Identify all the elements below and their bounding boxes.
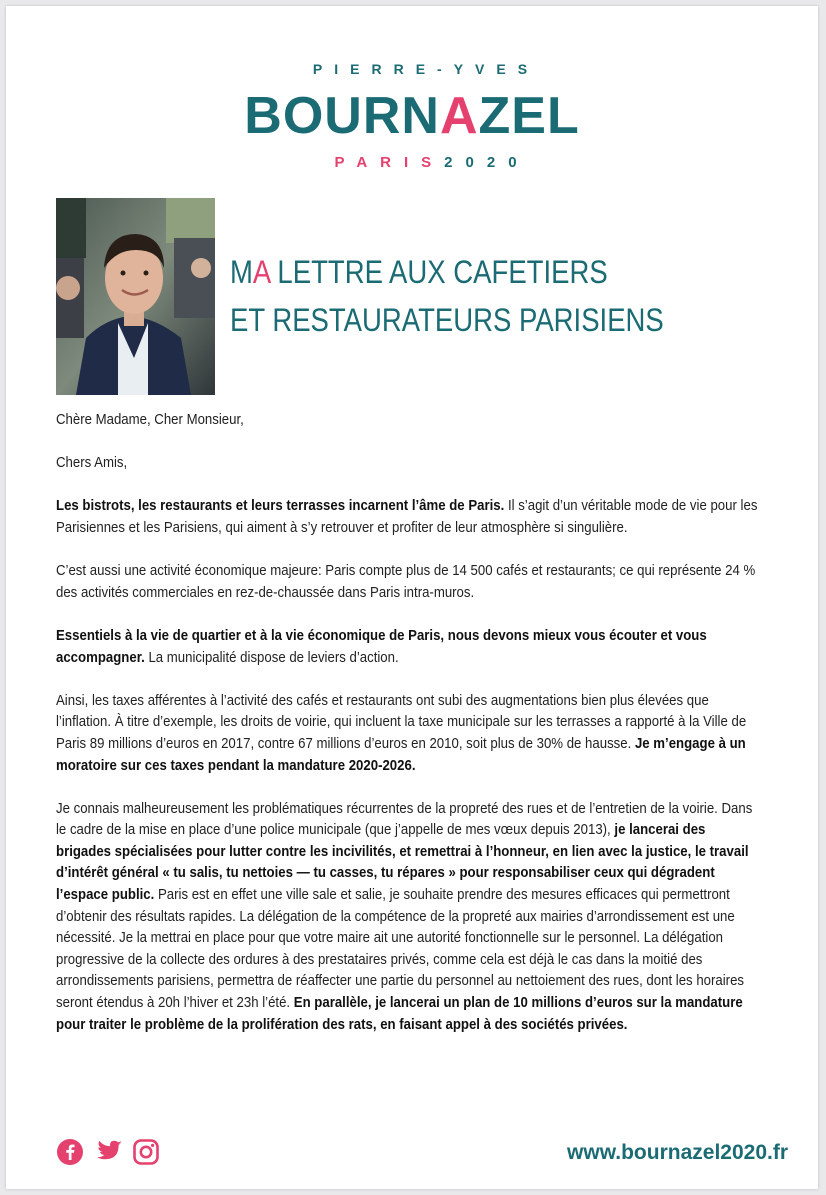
facebook-icon[interactable] (56, 1138, 84, 1171)
paragraph-bistrots-bold: Les bistrots, les restaurants et leurs terrasses incarnent l’âme de Paris. (56, 497, 505, 515)
paragraph-cleanliness-bold-2: En parallèle, je lancerai un plan de 10 millions d’euros sur la mandature pour traiter le problème de la prolifération des rats, en faisant appel à des sociétés privées. (56, 994, 743, 1033)
paragraph-support-text: La municipalité dispose de leviers d’action. (144, 648, 399, 666)
logo-name-part2: ZEL (478, 87, 580, 145)
salutation-friends: Chers Amis, (56, 454, 128, 472)
paragraph-cleanliness-text-1: Je connais malheureusement les problématiques récurrentes de la propreté des rues et de l’entretien de la voirie. Dans le cadre de la mise en place d’une police municipale (que j’appelle de mes vœux depuis 2013), (56, 799, 753, 839)
letter-body (56, 409, 760, 1057)
logo-first-name: PIERRE-YVES (312, 61, 540, 77)
headline-line-1-rest: LETTRE AUX CAFETIERS (269, 254, 608, 290)
paragraph-taxes-text: Ainsi, les taxes afférentes à l’activité des cafés et restaurants ont subi des augmentations bien plus élevées que l’inflation. À titre d’exemple, les droits de voirie, qui incluent la taxe municipale sur les terrasses a rapporté à la Ville de Paris 89 millions d’euros en 2017, contre 67 millions d’euros en 2010, soit plus de 30% de hausse. (56, 691, 747, 752)
logo-tagline (6, 154, 826, 171)
paragraph-bistrots (56, 495, 760, 538)
logo-city: PARIS (334, 154, 445, 171)
paragraph-support-bold: Essentiels à la vie de quartier et à la vie économique de Paris, nous devons mieux vous écouter et vous accompagner. (56, 626, 707, 666)
letter-headline (230, 248, 664, 344)
headline-line-2: ET RESTAURATEURS PARISIENS (230, 302, 664, 338)
paragraph-economy: C’est aussi une activité économique majeure: Paris compte plus de 14 500 cafés et restaurants; ce qui représente 24 % des activités commerciales en rez-de-chaussée dans Paris intra-muros. (56, 562, 756, 601)
paragraph-taxes-bold: Je m’engage à un moratoire sur ces taxes pendant la mandature 2020-2026. (56, 734, 746, 774)
logo-name-accent: A (439, 87, 479, 145)
paragraph-taxes (56, 690, 760, 776)
logo-year: 2020 (444, 154, 530, 171)
salutation-formal: Chère Madame, Cher Monsieur, (56, 411, 244, 428)
paragraph-cleanliness-text-2: Paris est en effet une ville sale et salie, je souhaite prendre des mesures efficaces qui permettront d’obtenir des résultats rapides. La délégation de la compétence de la propreté aux mairies d’arrondissement est une nécessité. Je la mettrai en place pour que votre maire ait une autorité fonctionnelle sur le personnel. La délégation progressive de la collecte des ordures à des prestataires privés, comme cela est déjà le cas dans la moitié des arrondissements parisiens, permettra de réaffecter une partie du personnel au nettoiement des rues, dont les horaires seront étendus à 20h l’hiver et 23h l’été. (56, 886, 745, 1012)
paragraph-cleanliness-bold-1: je lancerai des brigades spécialisées pour lutter contre les incivilités, et remettrai à l’honneur, en lien avec la justice, le travail d’intérêt général « tu salis, tu nettoies — tu casses, tu répares » pour responsabiliser ceux qui dégradent l’espace public. (56, 821, 749, 904)
paragraph-support (56, 625, 760, 668)
paragraph-bistrots-text: Il s’agit d’un véritable mode de vie pour les Parisiennes et les Parisiens, qui aiment à s’y retrouver et profiter de leur atmosphère si singulière. (56, 497, 758, 536)
headline-line-1 (230, 248, 664, 296)
logo-last-name (6, 88, 818, 144)
logo-name-part1: BOURN (244, 87, 440, 145)
paragraph-cleanliness (56, 798, 760, 1036)
headline-m: M (230, 254, 253, 290)
candidate-photo (56, 198, 215, 395)
headline-accent-a: A (252, 254, 270, 290)
instagram-icon[interactable] (132, 1138, 160, 1171)
twitter-icon[interactable] (93, 1139, 123, 1170)
campaign-website-link[interactable]: www.bournazel2020.fr (567, 1141, 788, 1164)
letter-page (6, 6, 818, 1189)
social-icons (56, 1138, 160, 1171)
